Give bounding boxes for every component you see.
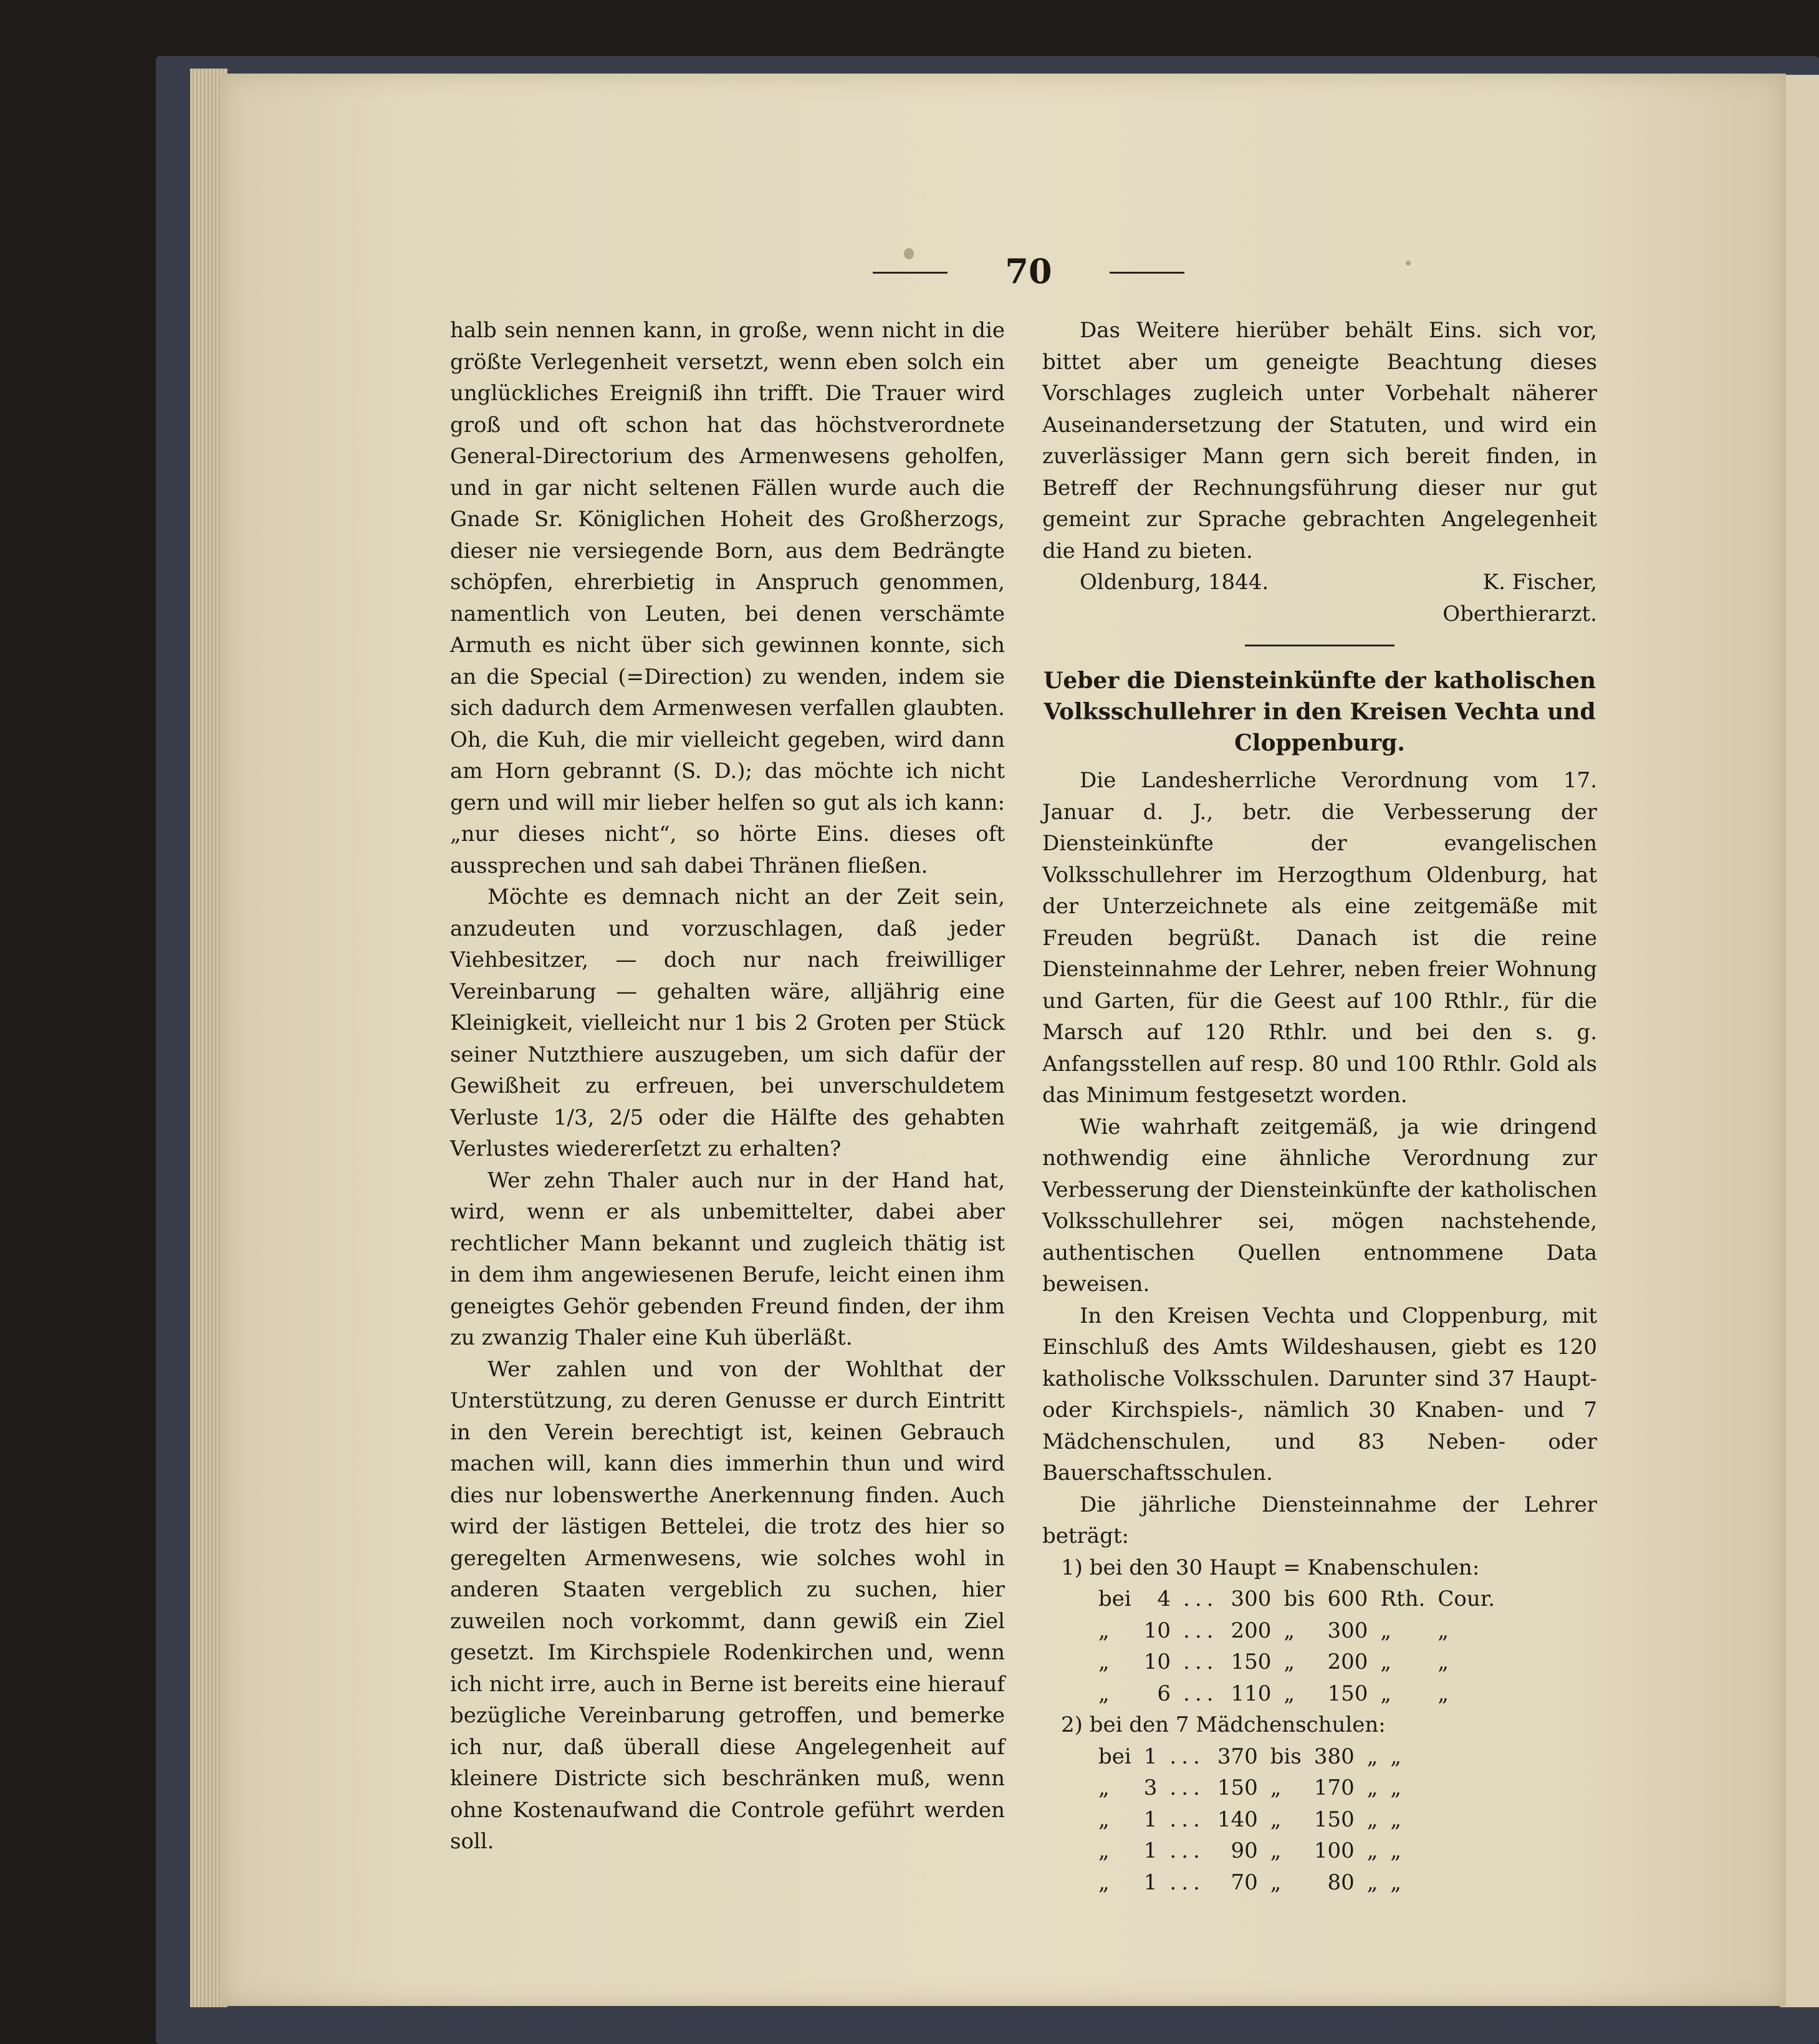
row-to: 80 xyxy=(1327,1869,1355,1895)
table-row xyxy=(1092,1741,1408,1773)
row-count: 3 xyxy=(1143,1775,1158,1800)
left-paragraph-2: Möchte es demnach nicht an der Zeit sein, anzudeuten und vorzuschlagen, daß jeder Viehbesitzer, — doch nur nach freiwilliger Vereinbarung — gehalten wäre, alljährig eine Kleinigkeit, vielleicht nur 1 bis 2 Groten per Stück seiner Nutzthiere auszugeben, um sich dafür der Gewißheit zu erfreuen, bei unverschuldetem Verluste 1/3, 2/5 oder die Hälfte des gehabten Verlustes wiedererſetzt zu erhalten? xyxy=(450,885,1005,1161)
row-dots: ... xyxy=(1183,1681,1219,1706)
table-row xyxy=(1092,1835,1408,1867)
row-to: 170 xyxy=(1313,1775,1355,1800)
row-dots: ... xyxy=(1183,1618,1219,1643)
right-paragraph-4: Die jährliche Diensteinnahme der Lehrer beträgt: xyxy=(1042,1492,1597,1548)
row-unit: „ xyxy=(1366,1806,1378,1832)
table-row xyxy=(1092,1615,1501,1647)
row-conj: „ xyxy=(1270,1775,1282,1800)
right-paragraph-3: In den Kreisen Vechta und Cloppenburg, mit Einschluß des Amts Wildeshausen, giebt es 120 katholische Volksschulen. Darunter sind 37 Haupt- oder Kirchspiels-, nämlich 30 Knaben- und 7 Mädchenschulen, und 83 Neben- oder Bauerschaftsschulen. xyxy=(1042,1303,1597,1485)
page-number: 70 xyxy=(1005,251,1052,291)
table-row xyxy=(1092,1867,1408,1899)
left-paragraph-4: Wer zahlen und von der Wohlthat der Unterstützung, zu deren Genusse er durch Eintritt in den Verein berechtigt ist, keinen Gebrauch machen will, kann dies immerhin thun und wird dies nur lobenswerthe Anerkennung finden. Auch wird der lästigen Bettelei, die trotz des hier so geregelten Armenwesens, wie solches wohl in anderen Staaten vergeblich zu suchen, hier zuweilen noch vorkommt, dann gewiß ein Ziel gesetzt. Im Kirchspiele Rodenkirchen und, wenn ich nicht irre, auch in Berne ist bereits eine hierauf bezügliche Vereinbarung getroffen, und bemerke ich nur, daß überall diese Angelegenheit auf kleinere Districte sich beschränken muß, wenn ohne Kostenaufwand die Controle geführt werden soll. xyxy=(450,1356,1005,1854)
row-currency: Cour. xyxy=(1437,1586,1495,1611)
row-dots: ... xyxy=(1169,1838,1205,1863)
row-from: 90 xyxy=(1231,1838,1258,1863)
row-prefix: „ xyxy=(1098,1649,1110,1674)
row-unit: „ xyxy=(1380,1649,1391,1674)
row-unit: „ xyxy=(1380,1681,1391,1706)
row-dots: ... xyxy=(1169,1806,1205,1832)
row-from: 110 xyxy=(1231,1681,1272,1706)
signature-place-date: Oldenburg, 1844. xyxy=(1080,570,1269,595)
row-prefix: „ xyxy=(1098,1869,1110,1895)
section-2-heading: 2) bei den 7 Mädchenschulen: xyxy=(1061,1712,1386,1737)
article-separator xyxy=(1245,645,1394,646)
row-to: 300 xyxy=(1327,1618,1368,1643)
signature-title: Oberthierarzt. xyxy=(1442,601,1597,626)
table-row xyxy=(1092,1772,1408,1804)
row-count: 10 xyxy=(1143,1649,1171,1674)
row-prefix: „ xyxy=(1098,1618,1110,1643)
table-row xyxy=(1092,1804,1408,1836)
row-conj: bis xyxy=(1284,1586,1315,1611)
page-header xyxy=(873,249,1184,293)
row-from: 70 xyxy=(1231,1869,1258,1895)
signature-line xyxy=(1042,567,1597,598)
row-unit: „ xyxy=(1380,1618,1391,1643)
row-currency: „ xyxy=(1437,1618,1449,1643)
table-row xyxy=(1092,1678,1501,1710)
table-row xyxy=(1092,1583,1501,1615)
row-from: 150 xyxy=(1217,1775,1258,1800)
row-from: 140 xyxy=(1217,1806,1258,1832)
row-dots: ... xyxy=(1169,1744,1205,1769)
header-rule-left xyxy=(873,272,948,274)
right-intro-paragraph: Das Weitere hierüber behält Eins. sich vor, bittet aber um geneigte Beachtung dieses Vorschlages zugleich unter Vorbehalt näherer Auseinandersetzung der Statuten, und wird ein zuverlässiger Mann gern sich bereit finden, in Betreff der Rechnungsführung dieser nur gut gemeint zur Sprache gebrachten Angelegenheit die Hand zu bieten. xyxy=(1042,318,1597,564)
left-column xyxy=(450,315,1005,1858)
row-conj: „ xyxy=(1284,1618,1295,1643)
row-currency: „ xyxy=(1390,1806,1401,1832)
row-unit: „ xyxy=(1366,1869,1378,1895)
row-to: 100 xyxy=(1313,1838,1355,1863)
row-count: 1 xyxy=(1143,1838,1158,1863)
ink-spot xyxy=(1406,261,1411,266)
row-count: 1 xyxy=(1143,1869,1158,1895)
row-count: 6 xyxy=(1157,1681,1171,1706)
row-dots: ... xyxy=(1183,1649,1219,1674)
row-count: 1 xyxy=(1143,1806,1158,1832)
article-title: Ueber die Diensteinkünfte der katholischen Volksschullehrer in den Kreisen Vechta und Cloppenburg. xyxy=(1043,668,1596,756)
left-paragraph-1: halb sein nennen kann, in große, wenn nicht in die größte Verlegenheit versetzt, wenn eben solch ein unglückliches Ereigniß ihn trifft. Die Trauer wird groß und oft schon hat das höchstverordnete General-Directorium des Armenwesens geholfen, und in gar nicht seltenen Fällen wurde auch die Gnade Sr. Königlichen Hoheit des Großherzogs, dieser nie versiegende Born, aus dem Bedrängte schöpfen, ehrerbietig in Anspruch genommen, namentlich von Leuten, bei denen verschämte Armuth es nicht über sich gewinnen konnte, sich an die Special (=Direction) zu wenden, indem sie sich dadurch dem Armenwesen verfallen glaubten. Oh, die Kuh, die mir vielleicht gegeben, wird dann am Horn gebrannt (S. D.); das möchte ich nicht gern und will mir lieber helfen so gut als ich kann: „nur dieses nicht“, so hörte Eins. dieses oft aussprechen und sah dabei Thränen fließen. xyxy=(450,318,1005,878)
row-prefix: bei xyxy=(1098,1586,1131,1611)
signature-name: K. Fischer, xyxy=(1482,570,1597,595)
row-to: 150 xyxy=(1313,1806,1355,1832)
row-to: 600 xyxy=(1327,1586,1368,1611)
row-currency: „ xyxy=(1437,1681,1449,1706)
row-to: 380 xyxy=(1313,1744,1355,1769)
row-to: 150 xyxy=(1327,1681,1368,1706)
left-paragraph-3: Wer zehn Thaler auch nur in der Hand hat, wird, wenn er als unbemittelter, dabei aber rechtlicher Mann bekannt und zugleich thätig ist in dem ihm angewiesenen Berufe, leicht einen ihm geneigtes Gehör gebenden Freund finden, der ihm zu zwanzig Thaler eine Kuh überläßt. xyxy=(450,1168,1005,1350)
row-dots: ... xyxy=(1169,1775,1205,1800)
row-conj: „ xyxy=(1284,1649,1295,1674)
row-prefix: „ xyxy=(1098,1806,1110,1832)
row-unit: Rth. xyxy=(1380,1586,1426,1611)
row-unit: „ xyxy=(1366,1744,1378,1769)
row-conj: „ xyxy=(1270,1838,1282,1863)
row-conj: „ xyxy=(1284,1681,1295,1706)
row-conj: „ xyxy=(1270,1869,1282,1895)
row-count: 10 xyxy=(1143,1618,1171,1643)
section-1-heading: 1) bei den 30 Haupt = Knabenschulen: xyxy=(1061,1555,1480,1580)
row-count: 4 xyxy=(1157,1586,1171,1611)
row-currency: „ xyxy=(1390,1838,1401,1863)
section-2-table xyxy=(1092,1741,1408,1899)
row-from: 300 xyxy=(1231,1586,1272,1611)
row-prefix: „ xyxy=(1098,1775,1110,1800)
row-conj: bis xyxy=(1270,1744,1302,1769)
row-from: 370 xyxy=(1217,1744,1258,1769)
row-currency: „ xyxy=(1390,1744,1401,1769)
row-prefix: bei xyxy=(1098,1744,1131,1769)
row-unit: „ xyxy=(1366,1838,1378,1863)
row-to: 200 xyxy=(1327,1649,1368,1674)
right-paragraph-2: Wie wahrhaft zeitgemäß, ja wie dringend nothwendig eine ähnliche Verordnung zur Verbesserung der Diensteinkünfte der katholischen Volksschullehrer sei, mögen nachstehende, authentischen Quellen entnommene Data beweisen. xyxy=(1042,1114,1598,1297)
right-paragraph-1: Die Landesherrliche Verordnung vom 17. Januar d. J., betr. die Verbesserung der Diensteinkünfte der evangelischen Volksschullehrer im Herzogthum Oldenburg, hat der Unterzeichnete als eine zeitgemäße mit Freuden begrüßt. Danach ist die reine Diensteinnahme der Lehrer, neben freier Wohnung und Garten, für die Geest auf 100 Rthlr., für die Marsch auf 120 Rthlr. und bei den s. g. Anfangsstellen auf resp. 80 und 100 Rthlr. Gold als das Minimum festgesetzt worden. xyxy=(1042,768,1597,1108)
row-count: 1 xyxy=(1143,1744,1158,1769)
row-currency: „ xyxy=(1390,1775,1401,1800)
row-dots: ... xyxy=(1169,1869,1205,1895)
table-row xyxy=(1092,1646,1501,1678)
row-conj: „ xyxy=(1270,1806,1282,1832)
section-1-table xyxy=(1092,1583,1501,1709)
row-from: 200 xyxy=(1231,1618,1272,1643)
row-from: 150 xyxy=(1231,1649,1272,1674)
row-prefix: „ xyxy=(1098,1681,1110,1706)
row-currency: „ xyxy=(1390,1869,1401,1895)
right-column xyxy=(1042,315,1597,1898)
row-dots: ... xyxy=(1183,1586,1219,1611)
row-currency: „ xyxy=(1437,1649,1449,1674)
row-unit: „ xyxy=(1366,1775,1378,1800)
header-rule-right xyxy=(1110,272,1184,274)
row-prefix: „ xyxy=(1098,1838,1110,1863)
